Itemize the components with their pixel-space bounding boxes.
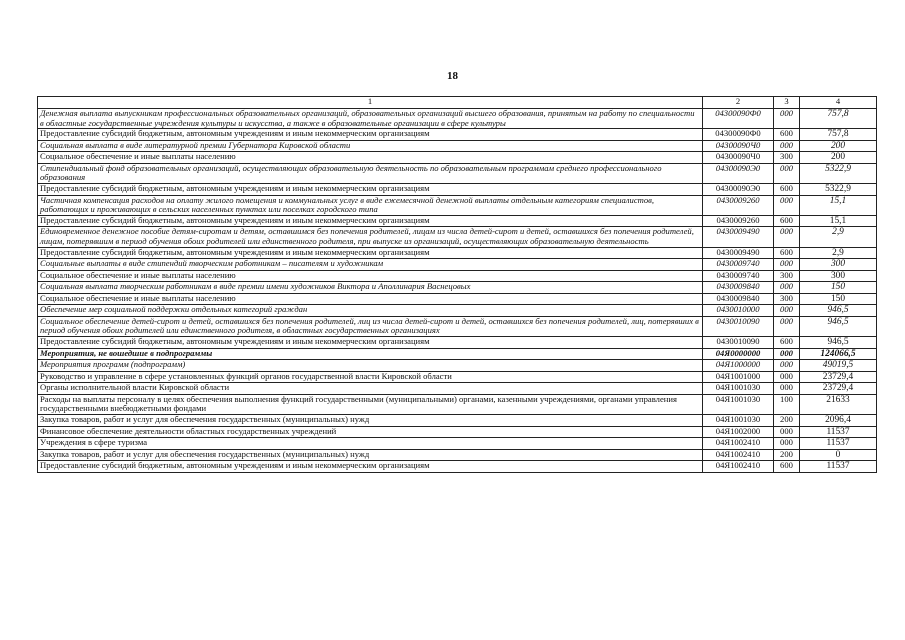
row-name-cell: Предоставление субсидий бюджетным, автономным учреждениям и иным некоммерческим организациям	[38, 129, 703, 141]
header-cell-sum: 4	[800, 97, 877, 109]
row-type-cell: 000	[774, 259, 800, 271]
table-row	[38, 163, 877, 183]
row-name-cell: Учреждения в сфере туризма	[38, 438, 703, 450]
row-type-cell: 000	[774, 305, 800, 317]
row-sum-cell: 11537	[800, 426, 877, 438]
row-code-cell: 04Я1001030	[703, 415, 774, 427]
row-type-cell: 300	[774, 270, 800, 282]
row-type-cell: 300	[774, 293, 800, 305]
row-code-cell: 04Я1000000	[703, 360, 774, 372]
table-row	[38, 109, 877, 129]
row-code-cell: 0430009740	[703, 270, 774, 282]
row-code-cell: 0430010090	[703, 316, 774, 336]
table-row	[38, 337, 877, 349]
row-type-cell: 000	[774, 109, 800, 129]
row-type-cell: 000	[774, 282, 800, 294]
row-sum-cell: 2096,4	[800, 415, 877, 427]
row-name-cell: Предоставление субсидий бюджетным, автономным учреждениям и иным некоммерческим организациям	[38, 215, 703, 227]
row-name-cell: Мероприятия, не вошедшие в подпрограммы	[38, 348, 703, 360]
table-row	[38, 438, 877, 450]
table-row	[38, 270, 877, 282]
row-code-cell: 04Я1002410	[703, 438, 774, 450]
row-code-cell: 04300090Э0	[703, 163, 774, 183]
row-code-cell: 04Я1001030	[703, 383, 774, 395]
header-cell-type: 3	[774, 97, 800, 109]
table-row	[38, 348, 877, 360]
row-code-cell: 04300090Ч0	[703, 140, 774, 152]
row-code-cell: 0430009490	[703, 227, 774, 247]
table-row	[38, 461, 877, 473]
row-name-cell: Финансовое обеспечение деятельности областных государственных учреждений	[38, 426, 703, 438]
table-row	[38, 129, 877, 141]
table-row	[38, 415, 877, 427]
row-sum-cell: 200	[800, 140, 877, 152]
row-type-cell: 600	[774, 129, 800, 141]
row-type-cell: 200	[774, 449, 800, 461]
table-row	[38, 184, 877, 196]
row-sum-cell: 5322,9	[800, 163, 877, 183]
table-row	[38, 371, 877, 383]
row-name-cell: Социальное обеспечение и иные выплаты населению	[38, 152, 703, 164]
table-row	[38, 152, 877, 164]
row-type-cell: 000	[774, 348, 800, 360]
table-row	[38, 316, 877, 336]
row-name-cell: Частичная компенсация расходов на оплату жилого помещения и коммунальных услуг в виде ежемесячной денежной выплаты отдельным категориям специалистов, работающих и проживающих в сельских населенных пунктах или поселках городского типа	[38, 195, 703, 215]
row-code-cell: 0430009840	[703, 293, 774, 305]
row-name-cell: Обеспечение мер социальной поддержки отдельных категорий граждан	[38, 305, 703, 317]
row-name-cell: Предоставление субсидий бюджетным, автономным учреждениям и иным некоммерческим организациям	[38, 184, 703, 196]
table-row	[38, 247, 877, 259]
table-row	[38, 449, 877, 461]
table-row	[38, 140, 877, 152]
row-code-cell: 04Я1001030	[703, 394, 774, 414]
row-type-cell: 000	[774, 163, 800, 183]
row-type-cell: 000	[774, 371, 800, 383]
row-name-cell: Органы исполнительной власти Кировской области	[38, 383, 703, 395]
row-code-cell: 0430009490	[703, 247, 774, 259]
table-row	[38, 426, 877, 438]
row-code-cell: 04300090Ф0	[703, 129, 774, 141]
row-type-cell: 600	[774, 184, 800, 196]
row-type-cell: 000	[774, 316, 800, 336]
row-type-cell: 600	[774, 247, 800, 259]
page-number: 18	[447, 70, 458, 82]
row-sum-cell: 150	[800, 282, 877, 294]
row-name-cell: Мероприятия программ (подпрограмм)	[38, 360, 703, 372]
row-sum-cell: 23729,4	[800, 383, 877, 395]
table-row	[38, 360, 877, 372]
row-code-cell: 0430009740	[703, 259, 774, 271]
row-type-cell: 100	[774, 394, 800, 414]
row-name-cell: Социальное обеспечение и иные выплаты населению	[38, 270, 703, 282]
row-name-cell: Руководство и управление в сфере установленных функций органов государственной власти Кировской области	[38, 371, 703, 383]
row-sum-cell: 300	[800, 259, 877, 271]
row-sum-cell: 11537	[800, 438, 877, 450]
table-row	[38, 195, 877, 215]
row-code-cell: 04300090Ч0	[703, 152, 774, 164]
row-code-cell: 04300090Ф0	[703, 109, 774, 129]
row-type-cell: 000	[774, 426, 800, 438]
row-code-cell: 04Я1002410	[703, 449, 774, 461]
row-type-cell: 200	[774, 415, 800, 427]
header-cell-code: 2	[703, 97, 774, 109]
header-cell-name: 1	[38, 97, 703, 109]
row-sum-cell: 11537	[800, 461, 877, 473]
row-name-cell: Денежная выплата выпускникам профессиональных образовательных организаций, образовательных организаций высшего образования, принятым на работу по специальности в областные государственные учреждения культуры и искусства, а также в образовательные организации в сфере культуры	[38, 109, 703, 129]
row-sum-cell: 2,9	[800, 227, 877, 247]
row-sum-cell: 5322,9	[800, 184, 877, 196]
row-code-cell: 0430009260	[703, 195, 774, 215]
row-type-cell: 600	[774, 215, 800, 227]
table-row	[38, 259, 877, 271]
row-sum-cell: 300	[800, 270, 877, 282]
row-code-cell: 0430010090	[703, 337, 774, 349]
row-type-cell: 300	[774, 152, 800, 164]
row-name-cell: Социальное обеспечение детей-сирот и детей, оставшихся без попечения родителей, лиц из числа детей-сирот и детей, оставшихся без попечения родителей, лиц, потерявших в период обучения обоих родителей или единственного родителя, в областных государственных организациях	[38, 316, 703, 336]
row-code-cell: 04Я1002410	[703, 461, 774, 473]
row-sum-cell: 2,9	[800, 247, 877, 259]
row-type-cell: 000	[774, 360, 800, 372]
row-type-cell: 000	[774, 383, 800, 395]
row-code-cell: 04Я1002000	[703, 426, 774, 438]
row-code-cell: 04Я1001000	[703, 371, 774, 383]
row-code-cell: 04300090Э0	[703, 184, 774, 196]
row-sum-cell: 150	[800, 293, 877, 305]
row-sum-cell: 200	[800, 152, 877, 164]
row-type-cell: 000	[774, 195, 800, 215]
row-name-cell: Предоставление субсидий бюджетным, автономным учреждениям и иным некоммерческим организациям	[38, 337, 703, 349]
row-sum-cell: 23729,4	[800, 371, 877, 383]
row-sum-cell: 15,1	[800, 215, 877, 227]
row-name-cell: Закупка товаров, работ и услуг для обеспечения государственных (муниципальных) нужд	[38, 415, 703, 427]
header-row	[38, 97, 877, 109]
table-row	[38, 394, 877, 414]
row-name-cell: Предоставление субсидий бюджетным, автономным учреждениям и иным некоммерческим организациям	[38, 461, 703, 473]
row-sum-cell: 757,8	[800, 129, 877, 141]
row-sum-cell: 757,8	[800, 109, 877, 129]
row-sum-cell: 15,1	[800, 195, 877, 215]
row-sum-cell: 49019,5	[800, 360, 877, 372]
row-sum-cell: 21633	[800, 394, 877, 414]
row-type-cell: 600	[774, 337, 800, 349]
table-row	[38, 215, 877, 227]
row-name-cell: Предоставление субсидий бюджетным, автономным учреждениям и иным некоммерческим организациям	[38, 247, 703, 259]
row-name-cell: Социальная выплата в виде литературной премии Губернатора Кировской области	[38, 140, 703, 152]
budget-table	[37, 96, 877, 473]
row-type-cell: 600	[774, 461, 800, 473]
row-name-cell: Социальные выплаты в виде стипендий творческим работникам – писателям и художникам	[38, 259, 703, 271]
row-type-cell: 000	[774, 227, 800, 247]
row-name-cell: Закупка товаров, работ и услуг для обеспечения государственных (муниципальных) нужд	[38, 449, 703, 461]
row-code-cell: 0430010000	[703, 305, 774, 317]
table-row	[38, 305, 877, 317]
row-name-cell: Стипендиальный фонд образовательных организаций, осуществляющих образовательную деятельность по образовательным программам среднего профессионального образования	[38, 163, 703, 183]
row-name-cell: Социальная выплата творческим работникам в виде премии имени художников Виктора и Аполлинария Васнецовых	[38, 282, 703, 294]
row-sum-cell: 946,5	[800, 337, 877, 349]
row-name-cell: Единовременное денежное пособие детям-сиротам и детям, оставшимся без попечения родителей, лицам из числа детей-сирот и детей, оставшихся без попечения родителей, лицам, потерявшим в период обучения обоих родителей или единственного родителя, при выпуске из организаций, осуществляющих образовательную деятельность	[38, 227, 703, 247]
row-name-cell: Социальное обеспечение и иные выплаты населению	[38, 293, 703, 305]
row-name-cell: Расходы на выплаты персоналу в целях обеспечения выполнения функций государственными (муниципальными) органами, казенными учреждениями, органами управления государственными внебюджетными фондами	[38, 394, 703, 414]
table-row	[38, 293, 877, 305]
row-type-cell: 000	[774, 140, 800, 152]
row-sum-cell: 946,5	[800, 316, 877, 336]
table-row	[38, 282, 877, 294]
row-code-cell: 04Я0000000	[703, 348, 774, 360]
row-sum-cell: 946,5	[800, 305, 877, 317]
table-row	[38, 227, 877, 247]
row-code-cell: 0430009260	[703, 215, 774, 227]
table-row	[38, 383, 877, 395]
row-sum-cell: 0	[800, 449, 877, 461]
row-type-cell: 000	[774, 438, 800, 450]
row-sum-cell: 124066,5	[800, 348, 877, 360]
row-code-cell: 0430009840	[703, 282, 774, 294]
